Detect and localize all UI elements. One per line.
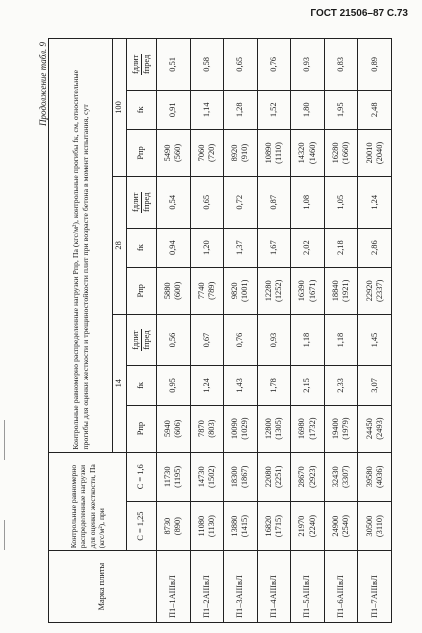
- value-cell: 0,51: [157, 39, 191, 91]
- rotated-page-area: [36, 38, 396, 623]
- header-p: Рпр: [127, 405, 157, 452]
- value-cell: 0,94: [157, 228, 191, 267]
- value-cell: 2,33: [324, 366, 358, 405]
- header-mark: Марка плиты: [49, 551, 157, 623]
- value-cell: 20010 (2040): [358, 129, 392, 176]
- header-ratio: fдлит fпред: [127, 176, 157, 228]
- value-cell: 5490 (560): [157, 129, 191, 176]
- value-cell: 11080 (1130): [190, 501, 224, 550]
- header-c16: С = 1,6: [127, 452, 157, 501]
- header-age-100: 100: [113, 39, 127, 177]
- value-cell: 18840 (1921): [324, 267, 358, 314]
- value-cell: 2,48: [358, 90, 392, 129]
- value-cell: 12280 (1252): [257, 267, 291, 314]
- scan-edge-mark: [4, 520, 5, 550]
- value-cell: 1,52: [257, 90, 291, 129]
- header-f: fк: [127, 366, 157, 405]
- value-cell: 1,05: [324, 176, 358, 228]
- value-cell: 7870 (803): [190, 405, 224, 452]
- load-table: [48, 38, 392, 623]
- header-f: fк: [127, 228, 157, 267]
- value-cell: 13880 (1415): [224, 501, 258, 550]
- table-row: [157, 39, 191, 623]
- value-cell: 1,20: [190, 228, 224, 267]
- header-f: fк: [127, 90, 157, 129]
- value-cell: 22080 (2251): [257, 452, 291, 501]
- value-cell: 0,91: [157, 90, 191, 129]
- value-cell: 1,45: [358, 314, 392, 366]
- slab-mark: П1–7АIIIвЛ: [358, 551, 392, 623]
- value-cell: 24450 (2493): [358, 405, 392, 452]
- value-cell: 3,07: [358, 366, 392, 405]
- value-cell: 0,72: [224, 176, 258, 228]
- value-cell: 0,87: [257, 176, 291, 228]
- value-cell: 0,95: [157, 366, 191, 405]
- value-cell: 1,80: [291, 90, 325, 129]
- slab-mark: П1–2АIIIвЛ: [190, 551, 224, 623]
- header-p: Рпр: [127, 129, 157, 176]
- value-cell: 0,89: [358, 39, 392, 91]
- value-cell: 8920 (910): [224, 129, 258, 176]
- value-cell: 2,18: [324, 228, 358, 267]
- value-cell: 21970 (2240): [291, 501, 325, 550]
- rotated-content: [36, 38, 396, 623]
- table-row: [358, 39, 392, 623]
- header-ratio: fдлит fпред: [127, 314, 157, 366]
- header-age-28: 28: [113, 176, 127, 314]
- value-cell: 0,93: [257, 314, 291, 366]
- value-cell: 19400 (1979): [324, 405, 358, 452]
- value-cell: 2,86: [358, 228, 392, 267]
- value-cell: 30500 (3110): [358, 501, 392, 550]
- value-cell: 1,14: [190, 90, 224, 129]
- header-control-loads: Контрольные равномерно распределенные нагрузки для оценки жесткости, Па (кгс/м²), при: [49, 452, 127, 551]
- value-cell: 1,18: [324, 314, 358, 366]
- value-cell: 16980 (1732): [291, 405, 325, 452]
- value-cell: 1,67: [257, 228, 291, 267]
- page-header: ГОСТ 21506–87 С.73: [310, 8, 408, 19]
- header-c125: С = 1,25: [127, 501, 157, 550]
- header-main: Контрольные равномерно распределенные нагрузки Pпр, Па (кгс/м²), контрольные прогибы fк, см, относительные прогибы для оценки жесткости и трещиностойкости плит при возрасте бетона в момент испытания, сут: [49, 39, 113, 453]
- table-row: [257, 39, 291, 623]
- value-cell: 1,43: [224, 366, 258, 405]
- value-cell: 22920 (2337): [358, 267, 392, 314]
- value-cell: 11730 (1195): [157, 452, 191, 501]
- value-cell: 9820 (1001): [224, 267, 258, 314]
- value-cell: 18300 (1867): [224, 452, 258, 501]
- slab-mark: П1–6АIIIвЛ: [324, 551, 358, 623]
- scan-edge-mark: [4, 420, 5, 460]
- header-ratio: fдлит fпред: [127, 39, 157, 91]
- value-cell: 0,56: [157, 314, 191, 366]
- value-cell: 39580 (4036): [358, 452, 392, 501]
- value-cell: 32430 (3307): [324, 452, 358, 501]
- table-row: [324, 39, 358, 623]
- value-cell: 24900 (2540): [324, 501, 358, 550]
- value-cell: 0,76: [257, 39, 291, 91]
- value-cell: 1,78: [257, 366, 291, 405]
- header-age-14: 14: [113, 314, 127, 452]
- value-cell: 2,02: [291, 228, 325, 267]
- value-cell: 0,93: [291, 39, 325, 91]
- value-cell: 2,15: [291, 366, 325, 405]
- value-cell: 14320 (1460): [291, 129, 325, 176]
- slab-mark: П1–4АIIIвЛ: [257, 551, 291, 623]
- value-cell: 7740 (789): [190, 267, 224, 314]
- value-cell: 12800 (1305): [257, 405, 291, 452]
- value-cell: 16390 (1671): [291, 267, 325, 314]
- continuation-label: Продолжение табл. 9: [38, 42, 48, 126]
- value-cell: 14730 (1502): [190, 452, 224, 501]
- value-cell: 1,24: [358, 176, 392, 228]
- table-row: [190, 39, 224, 623]
- value-cell: 5880 (600): [157, 267, 191, 314]
- value-cell: 0,54: [157, 176, 191, 228]
- header-p: Рпр: [127, 267, 157, 314]
- table-body: [157, 39, 392, 623]
- value-cell: 1,95: [324, 90, 358, 129]
- value-cell: 0,76: [224, 314, 258, 366]
- slab-mark: П1–5АIIIвЛ: [291, 551, 325, 623]
- table-row: [291, 39, 325, 623]
- value-cell: 16820 (1715): [257, 501, 291, 550]
- value-cell: 10090 (1029): [224, 405, 258, 452]
- value-cell: 0,67: [190, 314, 224, 366]
- value-cell: 1,28: [224, 90, 258, 129]
- value-cell: 0,65: [190, 176, 224, 228]
- value-cell: 7060 (720): [190, 129, 224, 176]
- value-cell: 10890 (1110): [257, 129, 291, 176]
- value-cell: 1,08: [291, 176, 325, 228]
- slab-mark: П1–3АIIIвЛ: [224, 551, 258, 623]
- value-cell: 5940 (606): [157, 405, 191, 452]
- value-cell: 1,37: [224, 228, 258, 267]
- value-cell: 0,65: [224, 39, 258, 91]
- value-cell: 0,83: [324, 39, 358, 91]
- slab-mark: П1–1АIIIвЛ: [157, 551, 191, 623]
- table-row: [224, 39, 258, 623]
- value-cell: 1,24: [190, 366, 224, 405]
- value-cell: 16280 (1660): [324, 129, 358, 176]
- value-cell: 0,58: [190, 39, 224, 91]
- value-cell: 1,18: [291, 314, 325, 366]
- value-cell: 28670 (2923): [291, 452, 325, 501]
- value-cell: 8730 (890): [157, 501, 191, 550]
